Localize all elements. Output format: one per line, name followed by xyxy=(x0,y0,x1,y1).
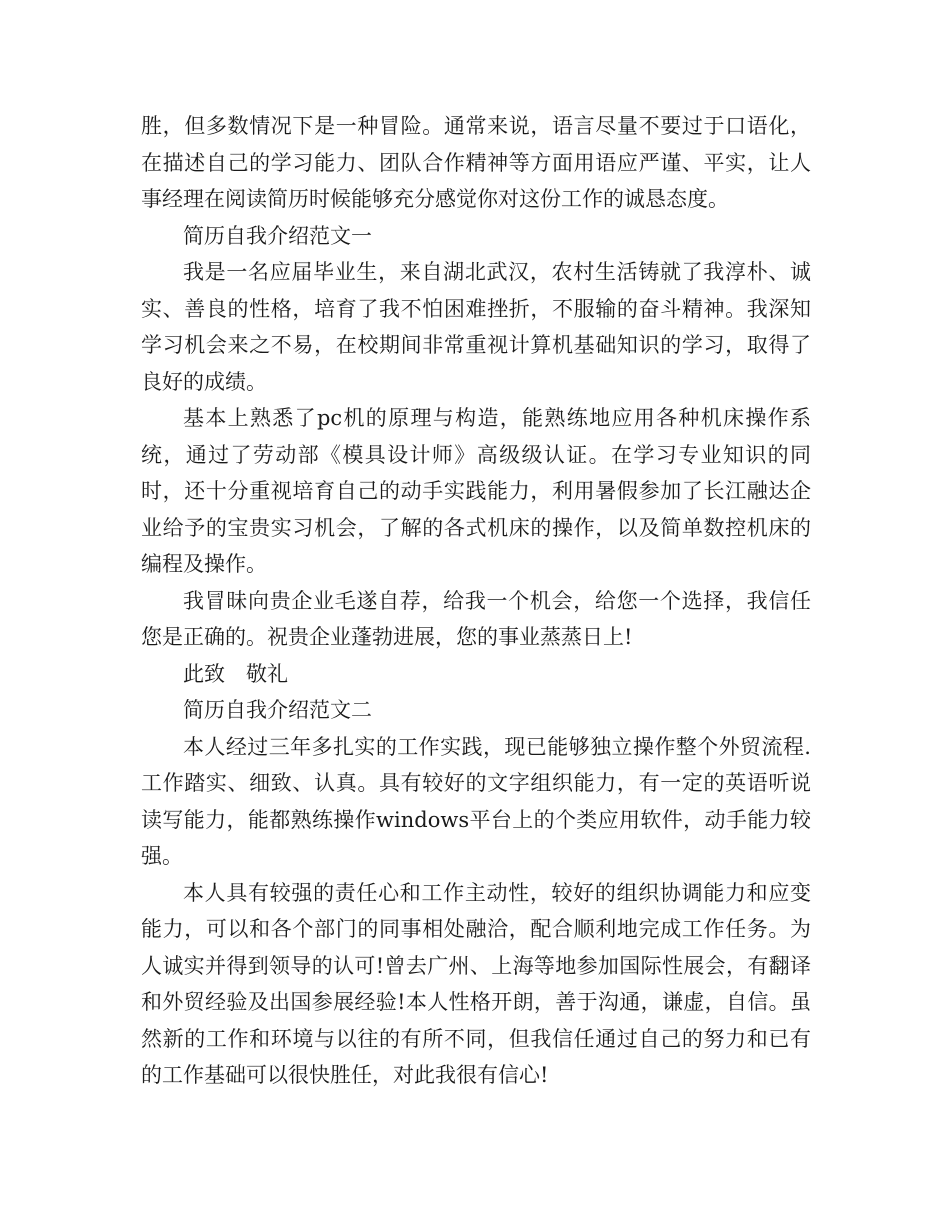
paragraph: 本人经过三年多扎实的工作实践，现已能够独立操作整个外贸流程.工作踏实、细致、认真。具有较好的文字组织能力，有一定的英语听说读写能力，能都熟练操作windows平台上的个类应用软件，动手能力较强。 xyxy=(141,734,811,868)
section-heading-sample-two: 简历自我介绍范文二 xyxy=(183,698,372,722)
closing-salutation: 此致 敬礼 xyxy=(183,661,288,686)
paragraph: 我是一名应届毕业生，来自湖北武汉，农村生活铸就了我淳朴、诚实、善良的性格，培育了我不怕困难挫折，不服输的奋斗精神。我深知学习机会来之不易，在校期间非常重视计算机基础知识的学习，取得了良好的成绩。 xyxy=(141,260,811,394)
paragraph-continued: 胜，但多数情况下是一种冒险。通常来说，语言尽量不要过于口语化，在描述自己的学习能力、团队合作精神等方面用语应严谨、平实，让人事经理在阅读简历时候能够充分感觉你对这份工作的诚恳态度。 xyxy=(141,114,811,211)
paragraph: 我冒昧向贵企业毛遂自荐，给我一个机会，给您一个选择，我信任您是正确的。祝贵企业蓬勃进展，您的事业蒸蒸日上! xyxy=(141,588,811,649)
document-page xyxy=(141,108,811,1094)
paragraph: 本人具有较强的责任心和工作主动性，较好的组织协调能力和应变能力，可以和各个部门的同事相处融洽，配合顺利地完成工作任务。为人诚实并得到领导的认可!曾去广州、上海等地参加国际性展会，有翻译和外贸经验及出国参展经验!本人性格开朗，善于沟通，谦虚，自信。虽然新的工作和环境与以往的有所不同，但我信任通过自己的努力和已有的工作基础可以很快胜任，对此我很有信心! xyxy=(141,880,811,1087)
paragraph: 基本上熟悉了pc机的原理与构造，能熟练地应用各种机床操作系统，通过了劳动部《模具设计师》高级级认证。在学习专业知识的同时，还十分重视培育自己的动手实践能力，利用暑假参加了长江融达企业给予的宝贵实习机会，了解的各式机床的操作，以及简单数控机床的编程及操作。 xyxy=(141,406,811,576)
section-heading-sample-one: 简历自我介绍范文一 xyxy=(183,223,372,248)
